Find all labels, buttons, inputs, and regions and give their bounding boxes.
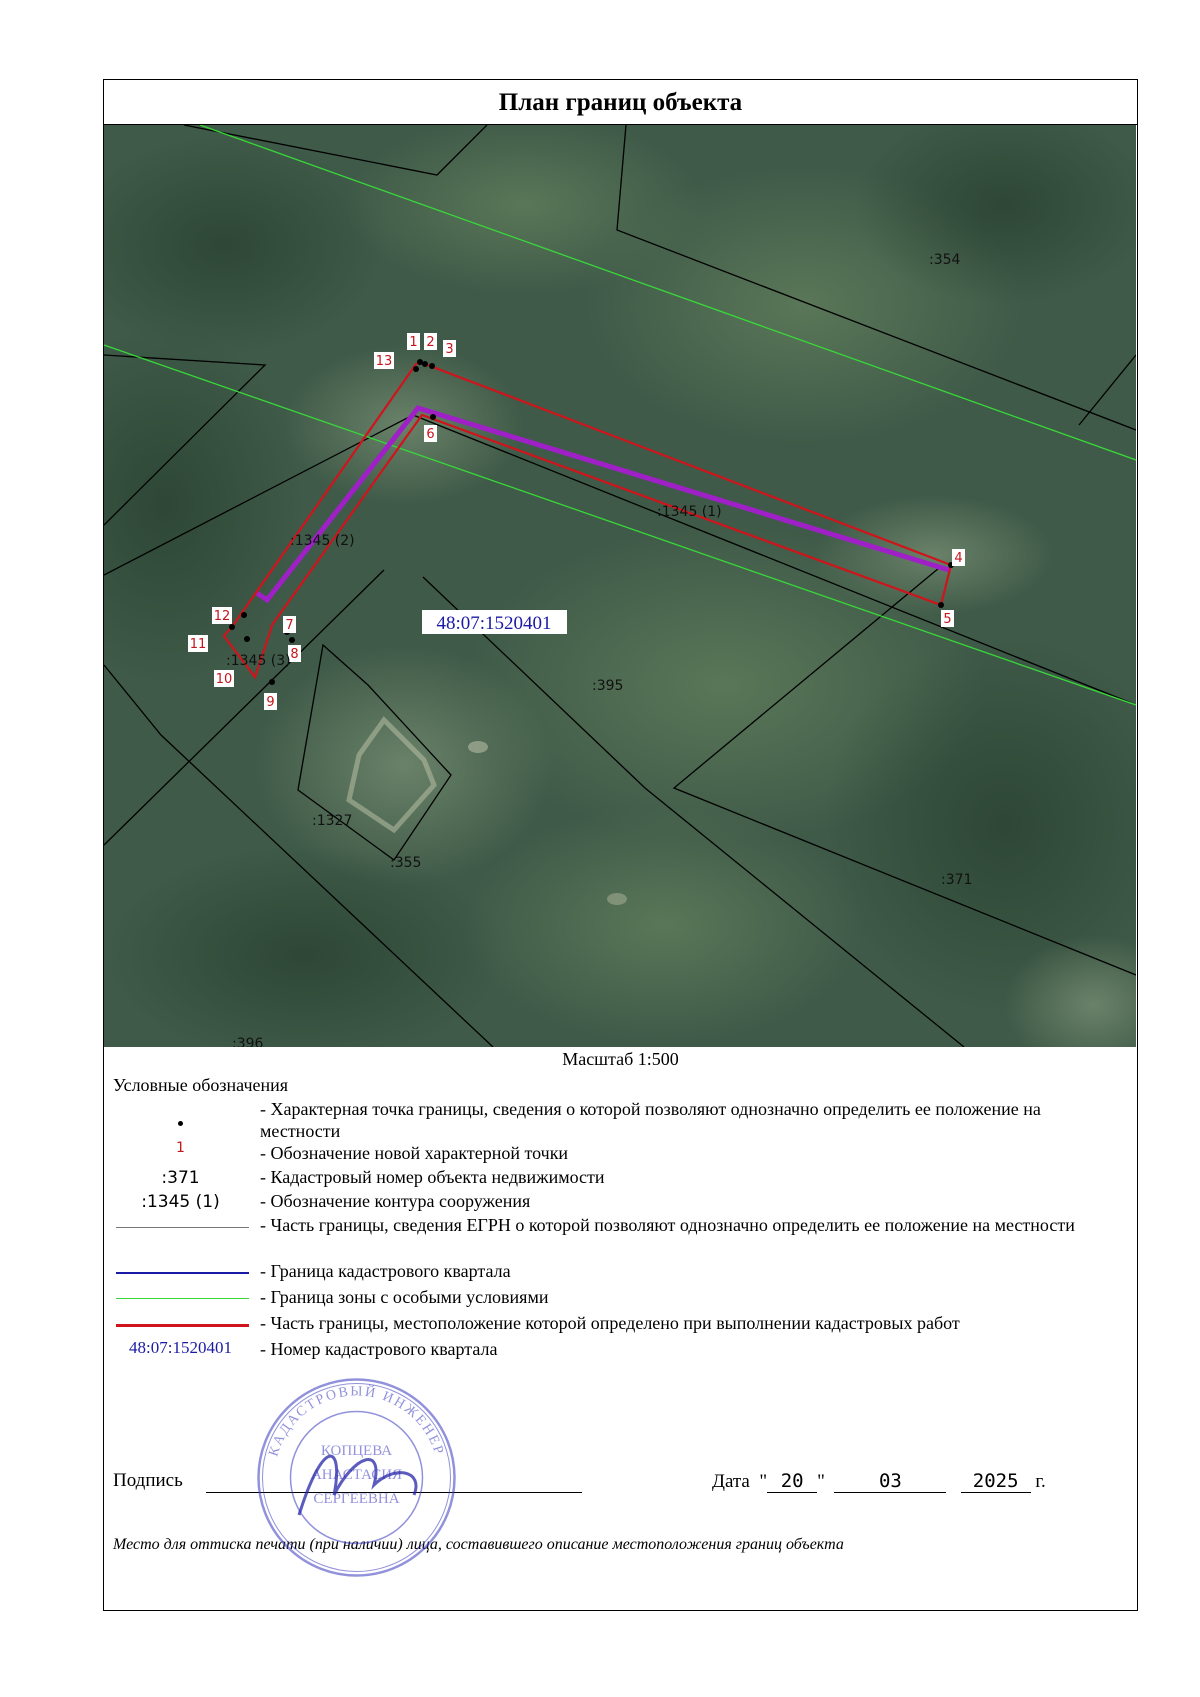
parcel-label: :1327 [312, 813, 353, 829]
boundary-point-dot [244, 636, 250, 642]
plan-frame [103, 79, 1138, 1611]
point-label: 5 [943, 612, 952, 627]
point-label: 11 [189, 637, 207, 652]
signature-label: Подпись [113, 1470, 183, 1491]
legend-text: - Граница зоны с особыми условиями [260, 1287, 549, 1307]
legend-text: - Граница кадастрового квартала [260, 1261, 511, 1281]
date-year: 2025 [961, 1470, 1031, 1493]
green-line-symbol [116, 1298, 249, 1299]
blue-line-symbol [116, 1272, 249, 1274]
point-label: 7 [285, 618, 294, 633]
svg-text:КОПЦЕВА: КОПЦЕВА [320, 1443, 393, 1459]
date-suffix: г. [1035, 1471, 1046, 1492]
boundary-point-dot [422, 361, 428, 367]
stamp-place-note: Место для оттиска печати (при наличии) лица, составившего описание местоположения границ объекта [113, 1536, 844, 1553]
legend-text: - Характерная точка границы, сведения о которой позволяют однозначно определить ее положение на местности [260, 1099, 1041, 1141]
date-row: Дата " 20 " 03 2025 г. [712, 1470, 1046, 1492]
date-label: Дата [712, 1471, 750, 1492]
point-label: 1 [409, 335, 418, 350]
point-label: 12 [213, 609, 231, 624]
boundary-point-dot [241, 612, 247, 618]
quarter-label [422, 610, 567, 634]
satellite-texture [104, 125, 1136, 1047]
map-canvas [104, 125, 1136, 1047]
map-scale: Масштаб 1:500 [562, 1049, 679, 1069]
quarter-number: 48:07:1520401 [436, 613, 552, 634]
new-point-symbol: 1 [176, 1140, 185, 1156]
parcel-label: :396 [232, 1036, 264, 1047]
boundary-point-dot [269, 679, 275, 685]
boundary-point-dot [938, 602, 944, 608]
thin-black-line-symbol [116, 1227, 249, 1228]
red-line-symbol [116, 1324, 249, 1327]
parcel-label: :354 [929, 252, 961, 268]
point-dot-symbol [104, 1110, 257, 1131]
legend-text: - Часть границы, местоположение которой определено при выполнении кадастровых работ [260, 1313, 960, 1333]
boundary-point-dot [430, 414, 436, 420]
boundary-point-dot [413, 366, 419, 372]
svg-text:АНАСТАСИЯ: АНАСТАСИЯ [310, 1467, 403, 1483]
boundary-point-dot [429, 363, 435, 369]
legend-text: - Обозначение новой характерной точки [260, 1143, 569, 1163]
legend-text: - Кадастровый номер объекта недвижимости [260, 1167, 605, 1187]
svg-text:СЕРГЕЕВНА: СЕРГЕЕВНА [313, 1491, 400, 1507]
legend-text: - Номер кадастрового квартала [260, 1339, 498, 1359]
point-label: 2 [426, 335, 435, 350]
contour-label: :1345 (2) [290, 533, 355, 549]
contour-label: :1345 (3) [226, 653, 291, 669]
point-label: 3 [445, 342, 454, 357]
legend-text: - Обозначение контура сооружения [260, 1191, 531, 1211]
legend-text: - Часть границы, сведения ЕГРН о которой позволяют однозначно определить ее положение на местности [260, 1215, 1075, 1235]
point-label: 9 [266, 695, 275, 710]
point-label: 13 [375, 354, 393, 369]
point-label: 8 [290, 647, 299, 662]
point-label: 10 [215, 672, 233, 687]
contour-label: :1345 (1) [657, 504, 722, 520]
cadastral-symbol: :371 [161, 1168, 200, 1188]
boundary-point-dot [289, 637, 295, 643]
legend-title: Условные обозначения [113, 1075, 289, 1095]
point-label: 4 [954, 551, 963, 566]
boundary-point-dot [229, 624, 235, 630]
parcel-label: :371 [941, 872, 973, 888]
point-label: 6 [426, 427, 435, 442]
svg-text:КАДАСТРОВЫЙ ИНЖЕНЕР: КАДАСТРОВЫЙ ИНЖЕНЕР [266, 1384, 447, 1459]
signature-line [206, 1492, 582, 1493]
date-month: 03 [834, 1470, 946, 1493]
signature-row [113, 1470, 183, 1492]
contour-symbol: :1345 (1) [141, 1192, 220, 1212]
parcel-label: :355 [390, 855, 422, 871]
quarter-number-symbol: 48:07:1520401 [129, 1338, 232, 1357]
date-day: 20 [767, 1470, 817, 1493]
map-view [104, 125, 1136, 1047]
page-title: План границ объекта [104, 80, 1137, 125]
parcel-label: :395 [592, 678, 624, 694]
